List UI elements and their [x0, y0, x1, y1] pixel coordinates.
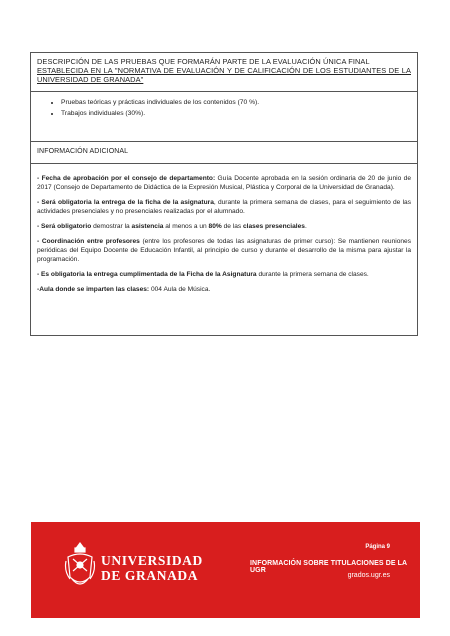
evaluation-header-line2: ESTABLECIDA EN LA "NORMATIVA DE EVALUACIÓN Y DE CALIFICACIÓN DE LOS ESTUDIANTES DE LA UNIVERSIDAD DE GRANADA" [37, 66, 411, 84]
coordination-text: (entre los profesores de todas las asignaturas de primer curso): Se mantienen reuniones periódicas del Equipo Docente de Educación Infantil, al principio de curso y durante el desarrollo de la misma para ajustar la programación. [37, 238, 411, 263]
attendance-text-3: de las [221, 223, 243, 230]
evaluation-header-line1: DESCRIPCIÓN DE LAS PRUEBAS QUE FORMARÁN PARTE DE LA EVALUACIÓN ÚNICA FINAL [37, 57, 370, 66]
coordination-label: - Coordinación entre profesores [37, 238, 140, 245]
evaluation-header-cell [30, 52, 418, 92]
paragraph-classroom [37, 285, 411, 294]
ugr-footer [31, 522, 420, 618]
paragraph-attendance [37, 222, 411, 231]
ugr-seal-icon [64, 541, 96, 593]
evaluation-list [49, 98, 411, 119]
info-title-cell [30, 142, 418, 164]
attendance-bold-4: clases presenciales [243, 223, 305, 230]
info-content-cell [30, 164, 418, 336]
university-name [101, 553, 203, 583]
classroom-text: 004 Aula de Música. [149, 286, 211, 293]
evaluation-list-cell [30, 92, 418, 142]
attendance-bold-3: 80% [208, 223, 222, 230]
attendance-label: - Será obligatorio [37, 223, 92, 230]
classroom-label: -Aula donde se imparten las clases: [37, 286, 150, 293]
attendance-text-1: demostrar la [91, 223, 132, 230]
ficha-delivery-label: - Es obligatoria la entrega cumplimentada de la Ficha de la Asignatura [37, 271, 257, 278]
attendance-text-2: al menos a un [163, 223, 209, 230]
ficha-delivery-text: durante la primera semana de clases. [256, 271, 369, 278]
paragraph-approval [37, 174, 411, 192]
ficha-label: - Será obligatoria la entrega de la ficha de la asignatura [37, 199, 214, 206]
list-item: • Trabajos individuales (30%). [61, 109, 411, 120]
page-number: Página 9 [365, 544, 390, 550]
approval-text: Guía Docente aprobada en la sesión ordinaria de 20 de junio de 2017 (Consejo de Departamento de Didáctica de la Expresión Musical, Plástica y Corporal de la Universidad de Granada). [37, 175, 411, 191]
attendance-bold-2: asistencia [131, 223, 164, 230]
approval-label: - Fecha de aprobación por el consejo de departamento: [37, 175, 216, 182]
university-name-line1: UNIVERSIDAD [101, 553, 203, 568]
paragraph-coordination [37, 237, 411, 264]
attendance-text-4: . [304, 223, 307, 230]
list-item: • Pruebas teóricas y prácticas individuales de los contenidos (70 %). [61, 98, 411, 109]
paragraph-ficha-delivery [37, 270, 411, 279]
info-title: INFORMACIÓN ADICIONAL [37, 148, 129, 155]
paragraph-ficha [37, 198, 411, 216]
university-name-line2: DE GRANADA [101, 568, 199, 583]
ficha-text: , durante la primera semana de clases, para el seguimiento de las actividades presenciales y no presenciales realizadas por el alumnado. [37, 199, 411, 215]
titulaciones-label: INFORMACIÓN SOBRE TITULACIONES DE LA UGR [250, 560, 407, 574]
site-link[interactable]: grados.ugr.es [347, 572, 390, 579]
